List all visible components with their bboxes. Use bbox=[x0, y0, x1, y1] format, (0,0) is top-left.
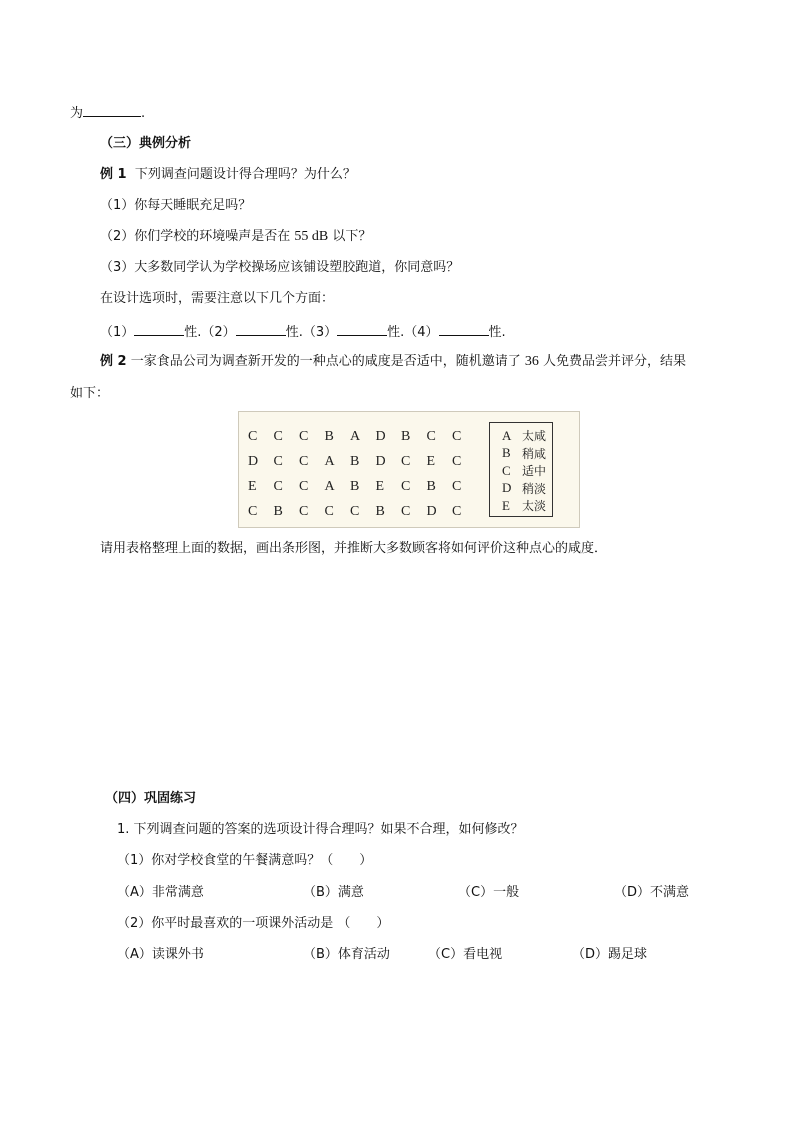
legend-letter: D bbox=[502, 480, 512, 496]
example-2-continued: 如下： bbox=[70, 386, 110, 401]
rating-legend bbox=[489, 422, 553, 517]
legend-label: 太淡 bbox=[522, 499, 547, 514]
q2-text-end: 以下？ bbox=[332, 229, 372, 244]
rating-cell: C bbox=[273, 453, 283, 469]
rating-cell: C bbox=[273, 478, 283, 494]
rating-cell: D bbox=[426, 503, 437, 519]
rating-cell: E bbox=[426, 453, 436, 469]
rating-cell: C bbox=[452, 453, 462, 469]
text-prefix: 为 bbox=[70, 106, 84, 121]
line-fill-blank bbox=[70, 103, 145, 123]
rating-cell: C bbox=[426, 428, 436, 444]
legend-letter: C bbox=[502, 462, 511, 478]
answer-blank[interactable] bbox=[236, 322, 286, 336]
rating-cell: A bbox=[324, 478, 335, 494]
rating-cell: C bbox=[248, 428, 258, 444]
rating-cell: C bbox=[273, 428, 283, 444]
rating-cell: B bbox=[324, 428, 334, 444]
example-text: 人免费品尝并评分，结果 bbox=[543, 354, 687, 369]
legend-label: 稍淡 bbox=[522, 481, 547, 496]
rating-cell: D bbox=[375, 428, 386, 444]
rating-cell: A bbox=[324, 453, 335, 469]
rating-cell: C bbox=[299, 478, 309, 494]
rating-cell: B bbox=[350, 478, 360, 494]
practice-1: 1. 下列调查问题的答案的选项设计得合理吗？如果不合理，如何修改？ bbox=[117, 822, 524, 837]
rating-cell: B bbox=[350, 453, 360, 469]
rating-cell: B bbox=[426, 478, 436, 494]
answer-blank[interactable] bbox=[134, 322, 184, 336]
example-1 bbox=[100, 166, 356, 184]
rating-cell: C bbox=[452, 428, 462, 444]
design-note: 在设计选项时，需要注意以下几个方面： bbox=[100, 291, 335, 306]
rating-cell: A bbox=[350, 428, 361, 444]
example-label: 例 2 bbox=[100, 354, 127, 369]
aspect-label: 性.（2） bbox=[184, 325, 236, 340]
legend-item bbox=[502, 480, 552, 498]
rating-cell: B bbox=[375, 503, 385, 519]
section-heading-4: （四）巩固练习 bbox=[105, 791, 197, 806]
rating-cell: B bbox=[273, 503, 283, 519]
option-b[interactable]: （B）体育活动 bbox=[303, 947, 390, 962]
legend-item bbox=[502, 462, 552, 480]
q2-text: （2）你们学校的环境噪声是否在 bbox=[100, 229, 291, 244]
example-text: 下列调查问题设计得合理吗？为什么？ bbox=[134, 167, 356, 182]
option-d[interactable]: （D）踢足球 bbox=[572, 947, 648, 962]
option-a[interactable]: （A）非常满意 bbox=[117, 885, 204, 900]
aspects-line bbox=[100, 322, 506, 342]
option-a[interactable]: （A）读课外书 bbox=[117, 947, 204, 962]
rating-cell: C bbox=[324, 503, 334, 519]
option-d[interactable]: （D）不满意 bbox=[614, 885, 690, 900]
legend-label: 稍咸 bbox=[522, 446, 547, 461]
rating-cell: C bbox=[452, 503, 462, 519]
example-number: 36 bbox=[524, 354, 539, 369]
rating-cell: C bbox=[350, 503, 360, 519]
rating-cell: C bbox=[452, 478, 462, 494]
aspect-label: 性. bbox=[488, 325, 506, 340]
rating-cell: C bbox=[401, 453, 411, 469]
task-instruction: 请用表格整理上面的数据，画出条形图，并推断大多数顾客将如何评价这种点心的咸度． bbox=[100, 541, 608, 556]
practice-1-question-2: （2）你平时最喜欢的一项课外活动是 （ ） bbox=[117, 916, 390, 931]
example-label: 例 1 bbox=[100, 167, 127, 182]
rating-cell: C bbox=[401, 478, 411, 494]
example-text: 一家食品公司为调查新开发的一种点心的咸度是否适中，随机邀请了 bbox=[130, 354, 521, 369]
rating-row bbox=[248, 499, 478, 524]
section-heading-3: （三）典例分析 bbox=[100, 136, 192, 151]
text-suffix: . bbox=[141, 106, 146, 121]
answer-blank[interactable] bbox=[439, 322, 489, 336]
legend-label: 适中 bbox=[522, 464, 547, 479]
example-2 bbox=[100, 353, 686, 371]
answer-blank[interactable] bbox=[337, 322, 387, 336]
option-b[interactable]: （B）满意 bbox=[303, 885, 364, 900]
rating-cell: B bbox=[401, 428, 411, 444]
legend-item bbox=[502, 497, 552, 515]
legend-label: 太咸 bbox=[522, 429, 547, 444]
practice-1-question-1: （1）你对学校食堂的午餐满意吗？（ ） bbox=[117, 853, 373, 868]
rating-cell: C bbox=[248, 503, 258, 519]
legend-letter: E bbox=[502, 497, 510, 513]
rating-row bbox=[248, 449, 478, 474]
rating-row bbox=[248, 474, 478, 499]
rating-row bbox=[248, 424, 478, 449]
legend-item bbox=[502, 427, 552, 445]
answer-blank[interactable] bbox=[83, 103, 141, 117]
rating-cell: C bbox=[299, 453, 309, 469]
rating-cell: C bbox=[299, 503, 309, 519]
rating-cell: C bbox=[299, 428, 309, 444]
question-3: （3）大多数同学认为学校操场应该铺设塑胶跑道，你同意吗？ bbox=[100, 260, 460, 275]
rating-cell: C bbox=[401, 503, 411, 519]
option-c[interactable]: （C）一般 bbox=[458, 885, 520, 900]
rating-cell: D bbox=[248, 453, 259, 469]
aspect-label: （1） bbox=[100, 325, 135, 340]
rating-cell: D bbox=[375, 453, 386, 469]
legend-letter: A bbox=[502, 427, 512, 443]
aspect-label: 性.（4） bbox=[387, 325, 439, 340]
legend-item bbox=[502, 445, 552, 463]
question-1: （1）你每天睡眠充足吗？ bbox=[100, 198, 252, 213]
q2-number: 55 dB bbox=[294, 229, 329, 244]
question-2 bbox=[100, 228, 371, 246]
rating-grid bbox=[248, 424, 478, 524]
rating-cell: E bbox=[248, 478, 257, 494]
legend-letter: B bbox=[502, 445, 511, 461]
rating-cell: E bbox=[375, 478, 385, 494]
rating-data-box bbox=[238, 411, 580, 528]
aspect-label: 性.（3） bbox=[285, 325, 338, 340]
option-c[interactable]: （C）看电视 bbox=[428, 947, 503, 962]
